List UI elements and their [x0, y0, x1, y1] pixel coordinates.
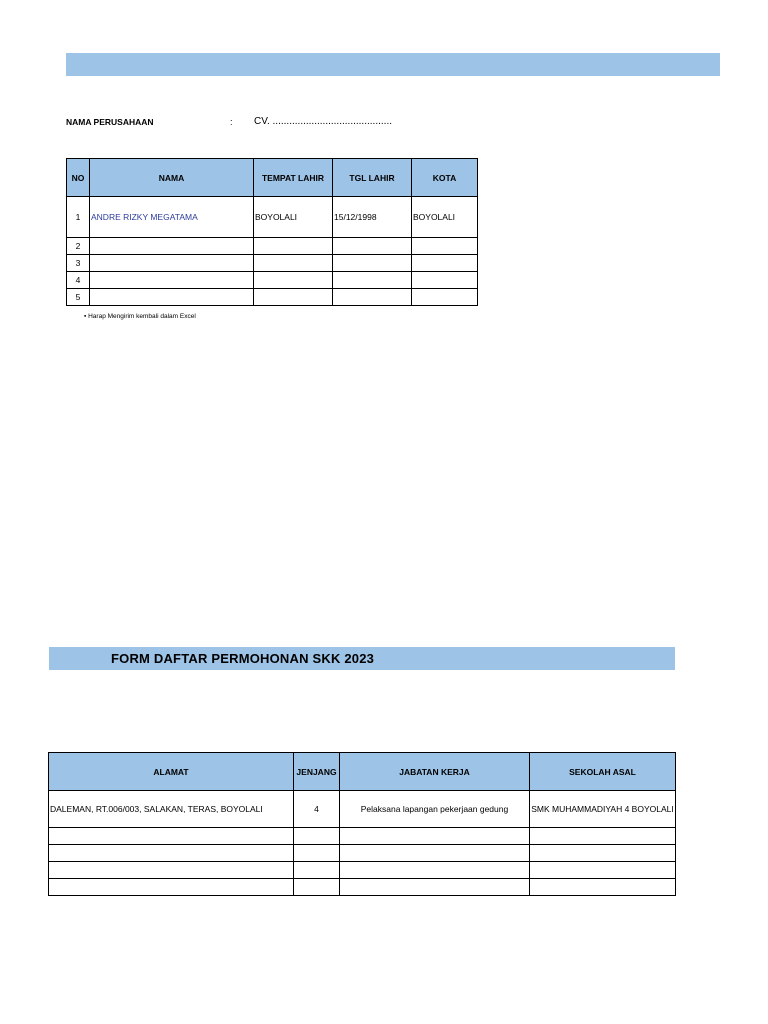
cell-kota[interactable] — [412, 255, 478, 272]
cell-jenjang[interactable] — [294, 828, 340, 845]
header-no: NO — [67, 159, 90, 197]
cell-tgl-lahir[interactable] — [333, 289, 412, 306]
cell-no[interactable]: 4 — [67, 272, 90, 289]
cell-alamat[interactable] — [49, 862, 294, 879]
cell-sekolah-asal[interactable] — [530, 879, 676, 896]
company-name-colon: : — [230, 117, 233, 127]
cell-no[interactable]: 1 — [67, 197, 90, 238]
top-header-bar — [66, 53, 720, 76]
cell-kota[interactable] — [412, 272, 478, 289]
personal-data-table — [66, 158, 478, 306]
cell-nama[interactable] — [90, 289, 254, 306]
table-header-row — [49, 753, 676, 791]
header-jenjang: JENJANG — [294, 753, 340, 791]
header-tempat-lahir: TEMPAT LAHIR — [254, 159, 333, 197]
cell-alamat[interactable] — [49, 828, 294, 845]
cell-tgl-lahir[interactable] — [333, 272, 412, 289]
header-jabatan-kerja: JABATAN KERJA — [340, 753, 530, 791]
cell-tempat-lahir[interactable] — [254, 289, 333, 306]
excel-note: ▪ Harap Mengirim kembali dalam Excel — [84, 313, 196, 320]
table-header-row — [67, 159, 478, 197]
table-row — [49, 862, 676, 879]
table-row — [67, 289, 478, 306]
cell-alamat[interactable] — [49, 879, 294, 896]
table-row — [67, 255, 478, 272]
cell-alamat[interactable] — [49, 845, 294, 862]
cell-alamat[interactable]: DALEMAN, RT.006/003, SALAKAN, TERAS, BOYOLALI — [49, 791, 294, 828]
cell-tempat-lahir[interactable]: BOYOLALI — [254, 197, 333, 238]
cell-nama[interactable]: ANDRE RIZKY MEGATAMA — [90, 197, 254, 238]
cell-jabatan-kerja[interactable]: Pelaksana lapangan pekerjaan gedung — [340, 791, 530, 828]
cell-no[interactable]: 5 — [67, 289, 90, 306]
cell-sekolah-asal[interactable] — [530, 862, 676, 879]
cell-jabatan-kerja[interactable] — [340, 845, 530, 862]
form-title: FORM DAFTAR PERMOHONAN SKK 2023 — [111, 651, 375, 666]
cell-sekolah-asal[interactable] — [530, 845, 676, 862]
cell-kota[interactable] — [412, 289, 478, 306]
cell-tempat-lahir[interactable] — [254, 238, 333, 255]
table-row — [67, 197, 478, 238]
cell-kota[interactable] — [412, 238, 478, 255]
cell-tgl-lahir[interactable] — [333, 255, 412, 272]
header-kota: KOTA — [412, 159, 478, 197]
header-tgl-lahir: TGL LAHIR — [333, 159, 412, 197]
cell-jenjang[interactable] — [294, 862, 340, 879]
cell-jenjang[interactable] — [294, 879, 340, 896]
cell-sekolah-asal[interactable]: SMK MUHAMMADIYAH 4 BOYOLALI — [530, 791, 676, 828]
header-nama: NAMA — [90, 159, 254, 197]
cell-tempat-lahir[interactable] — [254, 255, 333, 272]
cell-tgl-lahir[interactable]: 15/12/1998 — [333, 197, 412, 238]
table-row — [67, 238, 478, 255]
application-table — [48, 752, 676, 896]
cell-jabatan-kerja[interactable] — [340, 828, 530, 845]
cell-tgl-lahir[interactable] — [333, 238, 412, 255]
cell-jenjang[interactable] — [294, 845, 340, 862]
table-row — [49, 879, 676, 896]
form-title-bar — [49, 647, 675, 670]
company-name-value[interactable]: CV. ........................................... — [254, 116, 392, 127]
header-sekolah-asal: SEKOLAH ASAL — [530, 753, 676, 791]
table-row — [67, 272, 478, 289]
cell-jabatan-kerja[interactable] — [340, 879, 530, 896]
cell-nama[interactable] — [90, 272, 254, 289]
cell-nama[interactable] — [90, 238, 254, 255]
company-name-label: NAMA PERUSAHAAN — [66, 117, 154, 127]
company-name-row — [66, 116, 466, 130]
cell-no[interactable]: 3 — [67, 255, 90, 272]
cell-tempat-lahir[interactable] — [254, 272, 333, 289]
cell-jabatan-kerja[interactable] — [340, 862, 530, 879]
table-row — [49, 828, 676, 845]
cell-no[interactable]: 2 — [67, 238, 90, 255]
cell-jenjang[interactable]: 4 — [294, 791, 340, 828]
cell-kota[interactable]: BOYOLALI — [412, 197, 478, 238]
cell-sekolah-asal[interactable] — [530, 828, 676, 845]
table-row — [49, 845, 676, 862]
cell-nama[interactable] — [90, 255, 254, 272]
table-row — [49, 791, 676, 828]
header-alamat: ALAMAT — [49, 753, 294, 791]
